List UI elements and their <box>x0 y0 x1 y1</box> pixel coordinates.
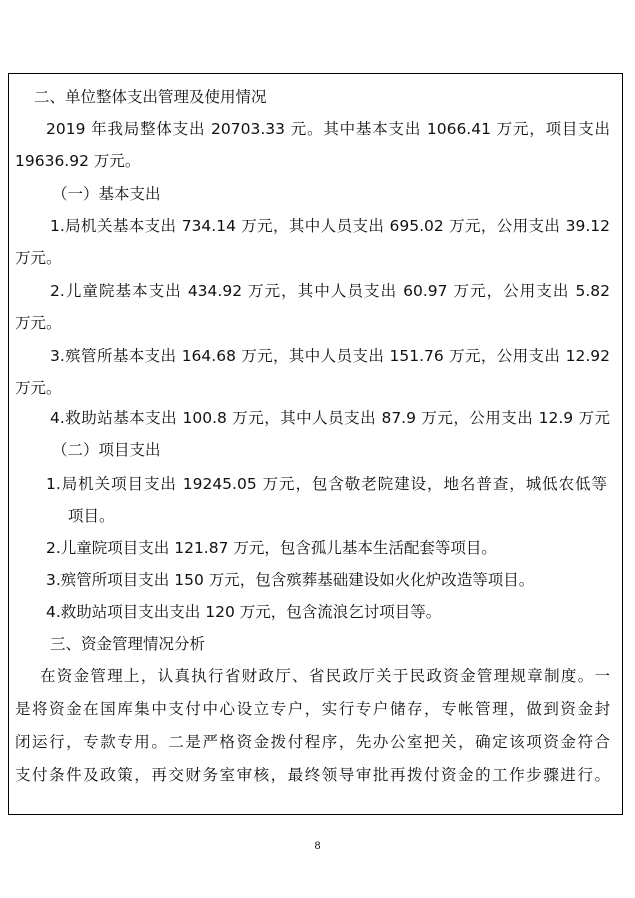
page-number: 8 <box>314 841 321 852</box>
basic-item-3-line-1: 3.殡管所基本支出 164.68 万元，其中人员支出 151.76 万元，公用支出 12.92 <box>50 347 610 365</box>
basic-item-4: 4.救助站基本支出 100.8 万元，其中人员支出 87.9 万元，公用支出 12.9 万元 <box>50 409 610 427</box>
analysis-line-4: 支付条件及政策，再交财务室审核，最终领导审批再拨付资金的工作步骤进行。 <box>15 766 610 784</box>
analysis-line-2: 是将资金在国库集中支付中心设立专户，实行专户储存，专帐管理，做到资金封 <box>15 700 610 718</box>
basic-expenditure-title: （一）基本支出 <box>52 185 161 203</box>
project-item-3: 3.殡管所项目支出 150 万元，包含殡葬基础建设如火化炉改造等项目。 <box>46 571 535 589</box>
basic-item-1-line-1: 1.局机关基本支出 734.14 万元，其中人员支出 695.02 万元，公用支出 39.12 <box>50 217 610 235</box>
summary-line-1: 2019 年我局整体支出 20703.33 元。其中基本支出 1066.41 万元，项目支出 <box>46 120 610 138</box>
basic-item-2-line-1: 2.儿童院基本支出 434.92 万元，其中人员支出 60.97 万元，公用支出 5.82 <box>50 282 610 300</box>
analysis-line-3: 闭运行，专款专用。二是严格资金拨付程序，先办公室把关，确定该项资金符合 <box>15 733 610 751</box>
project-item-1-line-2: 项目。 <box>68 507 115 525</box>
basic-item-2-line-2: 万元。 <box>15 314 62 332</box>
project-item-4: 4.救助站项目支出支出 120 万元，包含流浪乞讨项目等。 <box>46 603 442 621</box>
project-item-2: 2.儿童院项目支出 121.87 万元，包含孤儿基本生活配套等项目。 <box>46 539 497 557</box>
summary-line-2: 19636.92 万元。 <box>15 152 141 170</box>
analysis-line-1: 在资金管理上，认真执行省财政厅、省民政厅关于民政资金管理规章制度。一 <box>40 667 610 685</box>
project-item-1-line-1: 1.局机关项目支出 19245.05 万元，包含敬老院建设，地名普查，城低农低等 <box>46 475 607 493</box>
section-3-title: 三、资金管理情况分析 <box>50 635 206 653</box>
basic-item-1-line-2: 万元。 <box>15 249 62 267</box>
project-expenditure-title: （二）项目支出 <box>52 441 161 459</box>
section-2-title: 二、单位整体支出管理及使用情况 <box>34 88 267 106</box>
basic-item-3-line-2: 万元。 <box>15 379 62 397</box>
